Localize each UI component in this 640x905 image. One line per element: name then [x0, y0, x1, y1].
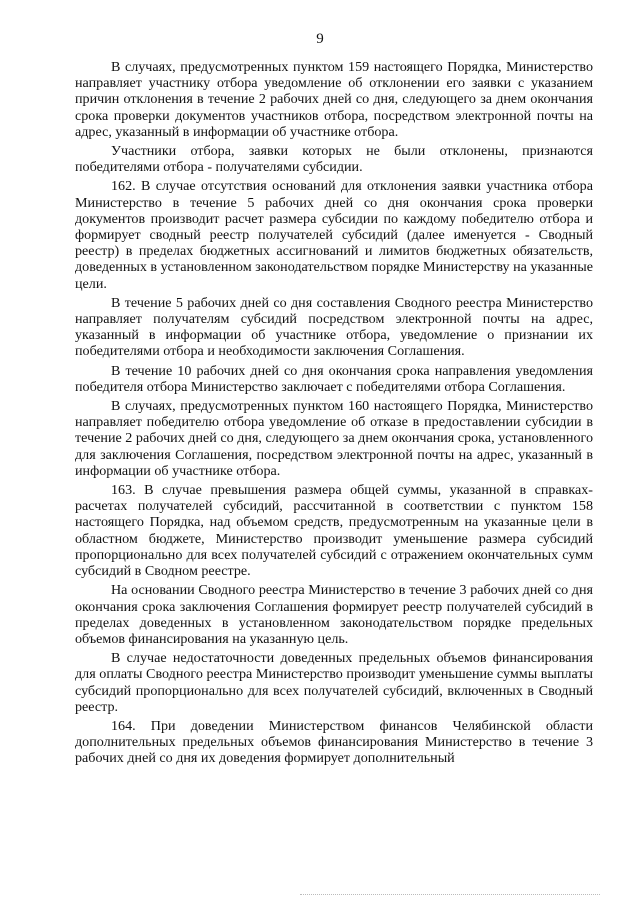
paragraph: В случаях, предусмотренных пунктом 159 настоящего Порядка, Министерство направляет участнику отбора уведомление об отклонении его заявки с указанием причин отклонения в течение 2 рабочих дней со дня, следующего за днем окончания срока проверки документов участников отбора, посредством электронной почты на адрес, указанный в информации об участнике отбора. [75, 59, 593, 140]
paragraph: 162. В случае отсутствия оснований для отклонения заявки участника отбора Министерство в течение 5 рабочих дней со дня окончания срока проверки документов производит расчет размера субсидии по каждому победителю отбора и формирует сводный реестр получателей субсидий (далее именуется - Сводный реестр) в пределах бюджетных ассигнований и лимитов бюджетных обязательств, доведенных в установленном законодательством порядке Министерству на указанные цели. [75, 178, 593, 292]
document-body [75, 59, 593, 770]
scan-edge-line [300, 894, 600, 895]
page-number: 9 [316, 31, 324, 47]
paragraph: В случае недостаточности доведенных предельных объемов финансирования для оплаты Сводного реестра Министерство производит уменьшение суммы выплаты субсидий пропорционально для всех получателей субсидий, включенных в Сводный реестр. [75, 650, 593, 715]
paragraph: В случаях, предусмотренных пунктом 160 настоящего Порядка, Министерство направляет победителю отбора уведомление об отказе в предоставлении субсидии в течение 2 рабочих дней со дня, следующего за днем окончания срока, установленного для заключения Соглашения, посредством электронной почты на адрес, указанный в информации об участнике отбора. [75, 398, 593, 479]
paragraph: 164. При доведении Министерством финансов Челябинской области дополнительных предельных объемов финансирования Министерство в течение 3 рабочих дней со дня их доведения формирует дополнительный [75, 717, 593, 767]
paragraph: В течение 10 рабочих дней со дня окончания срока направления уведомления победителя отбора Министерство заключает с победителями отбора Соглашения. [75, 362, 593, 395]
paragraph: Участники отбора, заявки которых не были отклонены, признаются победителями отбора - получателями субсидии. [75, 143, 593, 176]
paragraph: В течение 5 рабочих дней со дня составления Сводного реестра Министерство направляет получателям субсидий посредством электронной почты на адрес, указанный в информации об участнике отбора, уведомление о признании их победителями отбора и необходимости заключения Соглашения. [75, 294, 593, 360]
paragraph: 163. В случае превышения размера общей суммы, указанной в справках-расчетах получателей субсидий, рассчитанной в соответствии с пунктом 158 настоящего Порядка, над объемом средств, предусмотренным на указанные цели в областном бюджете, Министерство производит уменьшение размера субсидий пропорционально для всех получателей субсидий с отражением окончательных сумм субсидий в Сводном реестре. [75, 482, 593, 580]
paragraph: На основании Сводного реестра Министерство в течение 3 рабочих дней со дня окончания срока заключения Соглашения формирует реестр получателей субсидий в пределах доведенных в установленном законодательством порядке предельных объемов финансирования на указанную цель. [75, 582, 593, 647]
